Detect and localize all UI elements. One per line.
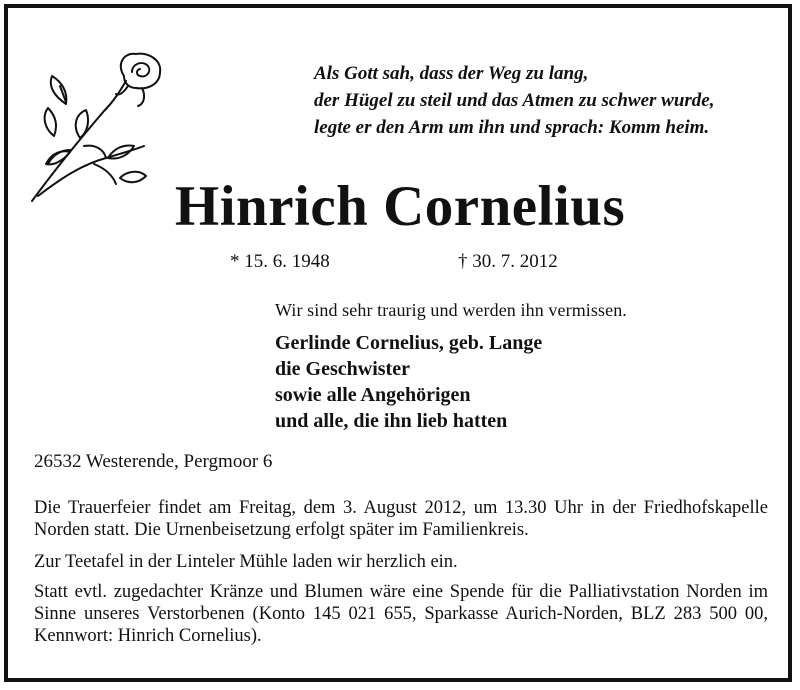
mourner-line: und alle, die ihn lieb hatten [275,410,508,432]
poem-line: legte er den Arm um ihn und sprach: Komm heim. [314,117,710,138]
mourner-line: die Geschwister [275,358,410,380]
donation-paragraph: Statt evtl. zugedachter Kränze und Blumen wäre eine Spende für die Palliativstation Norden im Sinne unseres Verstorbenen (Konto 145 021 655, Sparkasse Aurich-Norden, BLZ 283 500 00, Kennwort: Hinrich Cornelius). [34,582,768,646]
deceased-name: Hinrich Cornelius [174,175,626,238]
poem [314,60,774,141]
tea-invitation-paragraph: Zur Teetafel in der Linteler Mühle laden wir herzlich ein. [34,552,458,572]
poem-line: Als Gott sah, dass der Weg zu lang, [314,63,589,84]
death-date: † 30. 7. 2012 [458,251,558,272]
mourner-line: sowie alle Angehörigen [275,384,471,406]
mourners-list [275,330,542,434]
mourner-line: Gerlinde Cornelius, geb. Lange [275,332,543,354]
mourning-message: Wir sind sehr traurig und werden ihn vermissen. [275,300,627,320]
funeral-info-paragraph: Die Trauerfeier findet am Freitag, dem 3. August 2012, um 13.30 Uhr in der Friedhofskapelle Norden statt. Die Urnenbeisetzung erfolgt später im Familienkreis. [34,498,768,540]
poem-line: der Hügel zu steil und das Atmen zu schwer wurde, [314,90,715,111]
family-address: 26532 Westerende, Pergmoor 6 [34,451,273,472]
birth-date: * 15. 6. 1948 [230,251,330,272]
